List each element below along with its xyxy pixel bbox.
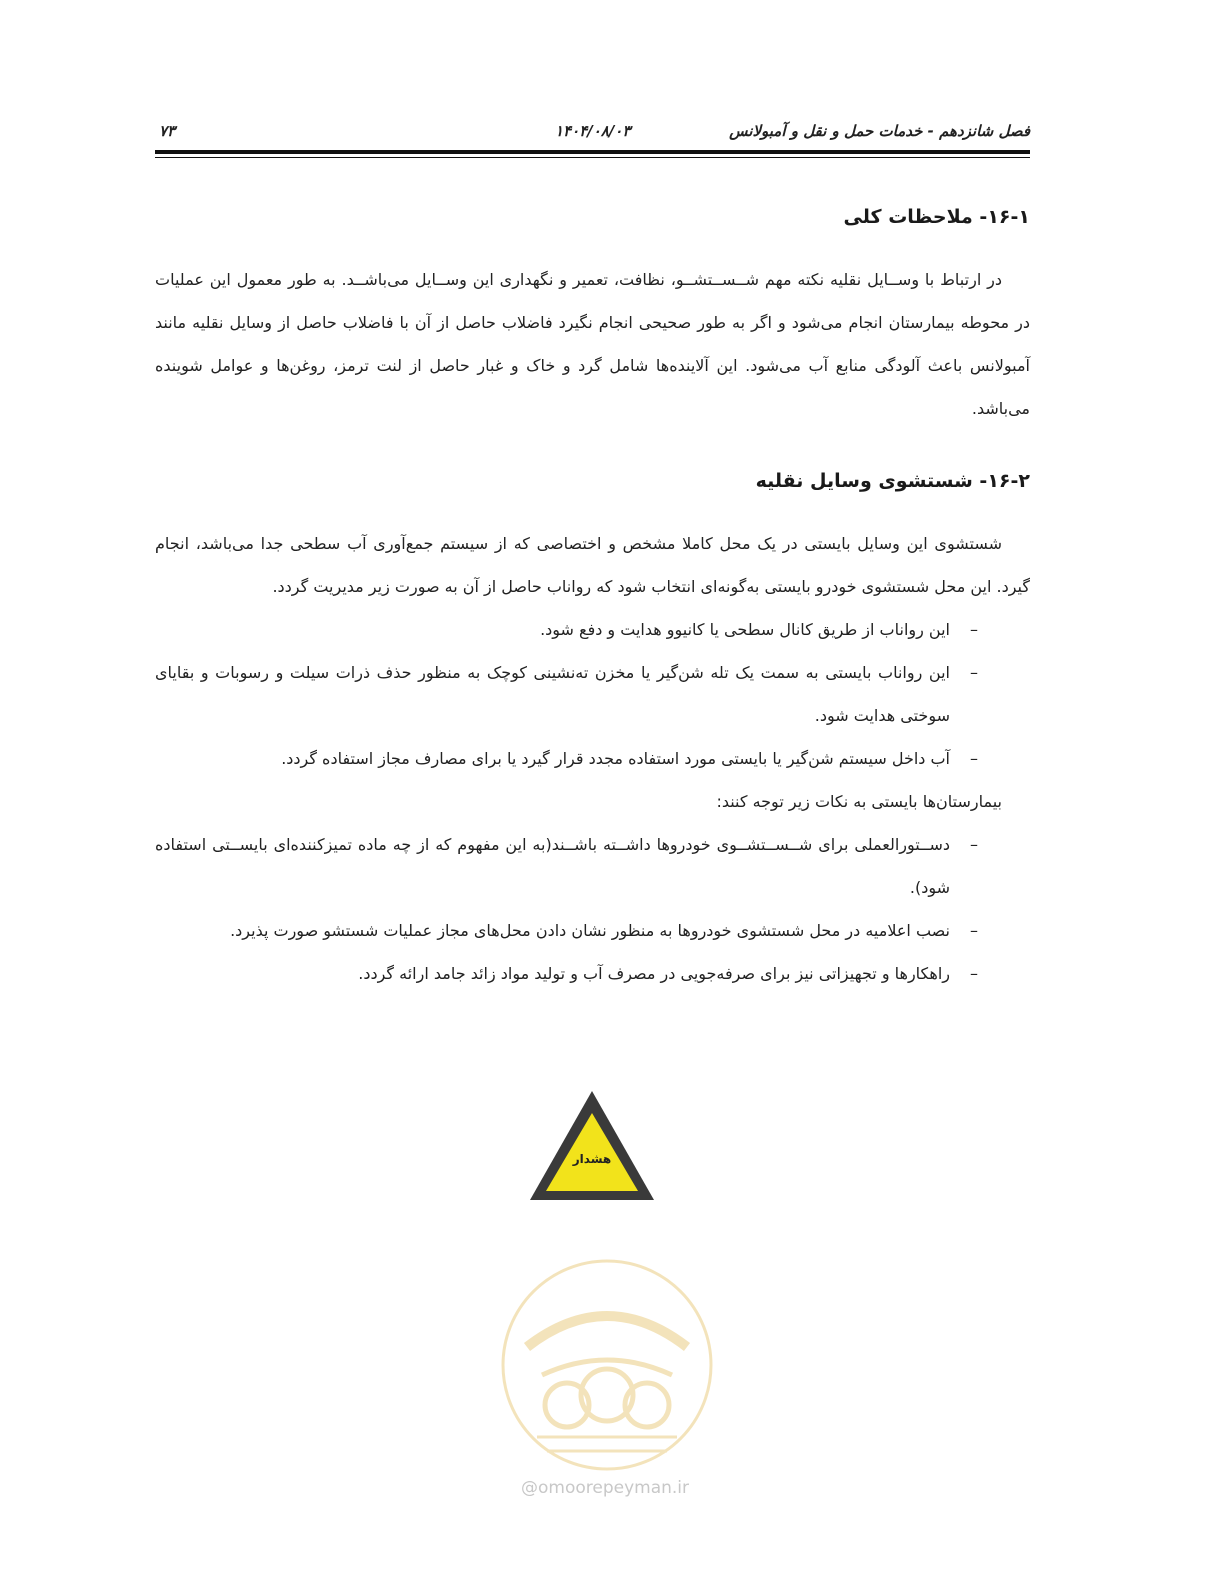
section-1-paragraph: در ارتباط با وســایل نقلیه نکته مهم شــســتشــو، نظافت، تعمیر و نگهداری این وســایل می‌باشــد. به طور معمول این عملیات در محوطه بیمارستان انجام می‌شود و اگر به طور صحیحی انجام نگیرد فاضلاب حاصل از آن با فاضلاب حاصل از وسایل نقلیه مانند آمبولانس باعث آلودگی منابع آب می‌شود. این آلاینده‌ها شامل گرد و خاک و غبار حاصل از لنت ترمز، روغن‌ها و عوامل شوینده می‌باشد.	[155, 270, 1030, 418]
chapter-title: فصل شانزدهم - خدمات حمل و نقل و آمبولانس	[729, 122, 1030, 140]
list-item	[155, 737, 978, 780]
bullet-dash: –	[970, 835, 978, 854]
page-number: ۷۳	[159, 122, 176, 140]
list-item	[155, 952, 978, 995]
list-item-text: آب داخل سیستم شن‌گیر یا بایستی مورد استفاده مجدد قرار گیرد یا برای مصارف مجاز استفاده گردد.	[281, 749, 950, 768]
section-2-heading: ۱۶-۲- شستشوی وسایل نقلیه	[755, 470, 1030, 492]
page-header	[155, 118, 1030, 160]
bullet-dash: –	[970, 663, 978, 682]
header-rule-thin	[155, 157, 1030, 158]
watermark-logo-icon	[497, 1255, 717, 1485]
list-item-text: این رواناب بایستی به سمت یک تله شن‌گیر یا مخزن ته‌نشینی کوچک به منظور حذف ذرات سیلت و رسوبات و بقایای سوختی هدایت شود.	[155, 663, 950, 725]
list-item-text: این رواناب از طریق کانال سطحی یا کانیوو هدایت و دفع شود.	[540, 620, 950, 639]
warning-label: هشدار	[572, 1152, 612, 1166]
hospital-bullet-list	[155, 823, 1030, 995]
list-item-text: دســتورالعملی برای شــســتشــوی خودروها داشــته باشــند(به این مفهوم که از چه ماده تمیزکننده‌ای بایســتی استفاده شود).	[155, 835, 950, 897]
list-item-text: نصب اعلامیه در محل شستشوی خودروها به منظور نشان دادن محل‌های مجاز عملیات شستشو صورت پذیرد.	[230, 921, 950, 940]
bullet-dash: –	[970, 749, 978, 768]
list-item-text: راهکارها و تجهیزاتی نیز برای صرفه‌جویی در مصرف آب و تولید مواد زائد جامد ارائه گردد.	[358, 964, 950, 983]
list-item	[155, 651, 978, 737]
list-item	[155, 909, 978, 952]
section-2-paragraph: شستشوی این وسایل بایستی در یک محل کاملا مشخص و اختصاصی که از سیستم جمع‌آوری آب سطحی جدا می‌باشد، انجام گیرد. این محل شستشوی خودرو بایستی به‌گونه‌ای انتخاب شود که رواناب حاصل از آن به صورت زیر مدیریت گردد.	[155, 534, 1030, 596]
watermark-url: @omoorepeyman.ir	[520, 1478, 690, 1498]
bullet-dash: –	[970, 620, 978, 639]
section-1-heading: ۱۶-۱- ملاحظات کلی	[843, 206, 1030, 228]
document-body	[155, 200, 1030, 995]
runoff-bullet-list	[155, 608, 1030, 780]
list-item	[155, 823, 978, 909]
hospitals-intro-line: بیمارستان‌ها بایستی به نکات زیر توجه کنند:	[716, 792, 1002, 811]
list-item	[155, 608, 978, 651]
header-rule-thick	[155, 150, 1030, 154]
header-date: ۱۴۰۴/۰۸/۰۳	[555, 122, 631, 140]
bullet-dash: –	[970, 921, 978, 940]
bullet-dash: –	[970, 964, 978, 983]
warning-triangle-icon	[527, 1088, 657, 1203]
